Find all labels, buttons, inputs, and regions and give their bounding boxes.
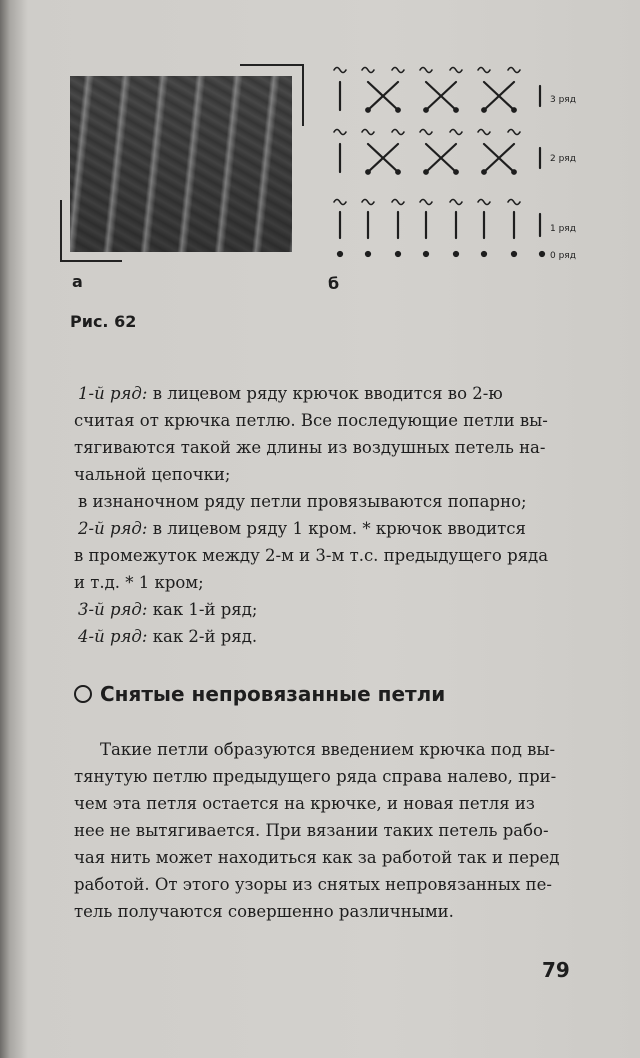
row-instructions: [74, 380, 584, 650]
row0-chain-dot-4: [454, 252, 458, 256]
row2-cross-2-dot-r: [454, 170, 458, 174]
row-label-1: 1 ряд: [550, 224, 576, 234]
section-line-5: чая нить может находиться как за работой так и перед: [74, 848, 560, 867]
row0-chain-dot-3: [424, 252, 428, 256]
row3-tilde-4: [450, 68, 462, 73]
row1-tilde-0: [334, 200, 346, 205]
figure-label-a: а: [72, 272, 83, 291]
row-2-label: 2-й ряд:: [78, 519, 148, 538]
row-3-text: как 1-й ряд;: [147, 600, 258, 619]
row2-tilde-4: [450, 130, 462, 135]
row1-tilde-1: [362, 200, 374, 205]
row2-cross-1-dot-r: [396, 170, 400, 174]
row1-tilde-4: [450, 200, 462, 205]
row3-tilde-6: [508, 68, 520, 73]
circle-bullet-icon: [74, 685, 92, 703]
row-2-line-3: и т.д. * 1 кром;: [74, 573, 204, 592]
row-label-3: 3 ряд: [550, 95, 576, 105]
row0-chain-dot-6: [512, 252, 516, 256]
row0-chain-dot-5: [482, 252, 486, 256]
row2-tilde-1: [362, 130, 374, 135]
row-1-purl: в изнаночном ряду петли провязываются попарно;: [78, 492, 527, 511]
row1-tilde-6: [508, 200, 520, 205]
row1-tilde-3: [420, 200, 432, 205]
knitted-sample-photo: [70, 76, 292, 252]
row2-tilde-5: [478, 130, 490, 135]
row2-cross-3-dot-l: [482, 170, 486, 174]
row0-chain-dot-2: [396, 252, 400, 256]
row3-cross-2-dot-l: [424, 108, 428, 112]
section-line-6: работой. От этого узоры из снятых непровязанных пе-: [74, 875, 552, 894]
row2-cross-1-dot-l: [366, 170, 370, 174]
row-label-0: 0 ряд: [550, 251, 576, 261]
row3-cross-3-dot-l: [482, 108, 486, 112]
section-title: Снятые непровязанные петли: [100, 682, 446, 706]
row3-tilde-5: [478, 68, 490, 73]
row3-tilde-2: [392, 68, 404, 73]
row2-cross-2-dot-l: [424, 170, 428, 174]
section-body: [74, 736, 584, 925]
row-4-label: 4-й ряд:: [78, 627, 148, 646]
row-2-line-2: в промежуток между 2-м и 3-м т.с. предыдущего ряда: [74, 546, 549, 565]
row0-chain-dot-0: [338, 252, 342, 256]
figure-caption: Рис. 62: [70, 312, 137, 331]
row-1-label: 1-й ряд:: [78, 384, 148, 403]
row-1-line-1: в лицевом ряду крючок вводится во 2-ю: [147, 384, 503, 403]
section-line-3: чем эта петля остается на крючке, и новая петля из: [74, 794, 535, 813]
row3-cross-3-dot-r: [512, 108, 516, 112]
row-1-line-3: тягиваются такой же длины из воздушных петель на-: [74, 438, 546, 457]
row3-cross-2-dot-r: [454, 108, 458, 112]
row-3-label: 3-й ряд:: [78, 600, 148, 619]
row-1-line-2: считая от крючка петлю. Все последующие петли вы-: [74, 411, 548, 430]
row3-tilde-1: [362, 68, 374, 73]
row3-tilde-0: [334, 68, 346, 73]
section-heading: [74, 682, 445, 706]
row2-tilde-0: [334, 130, 346, 135]
section-line-1: Такие петли образуются введением крючка под вы-: [100, 740, 556, 759]
row1-tilde-2: [392, 200, 404, 205]
row-2-line-1: в лицевом ряду 1 кром. * крючок вводится: [147, 519, 526, 538]
section-line-2: тянутую петлю предыдущего ряда справа налево, при-: [74, 767, 557, 786]
row2-cross-3-dot-r: [512, 170, 516, 174]
figure-label-b: б: [328, 274, 340, 293]
row0-marker-dot: [540, 252, 544, 256]
row3-cross-1-dot-r: [396, 108, 400, 112]
row2-tilde-2: [392, 130, 404, 135]
page-number: 79: [542, 958, 570, 982]
row1-tilde-5: [478, 200, 490, 205]
row2-tilde-3: [420, 130, 432, 135]
row-label-2: 2 ряд: [550, 154, 576, 164]
row3-cross-1-dot-l: [366, 108, 370, 112]
row3-tilde-3: [420, 68, 432, 73]
stitch-chart: [322, 60, 602, 270]
row2-tilde-6: [508, 130, 520, 135]
section-line-7: тель получаются совершенно различными.: [74, 902, 454, 921]
row0-chain-dot-1: [366, 252, 370, 256]
row-1-line-4: чальной цепочки;: [74, 465, 231, 484]
section-line-4: нее не вытягивается. При вязании таких петель рабо-: [74, 821, 549, 840]
row-4-text: как 2-й ряд.: [147, 627, 258, 646]
